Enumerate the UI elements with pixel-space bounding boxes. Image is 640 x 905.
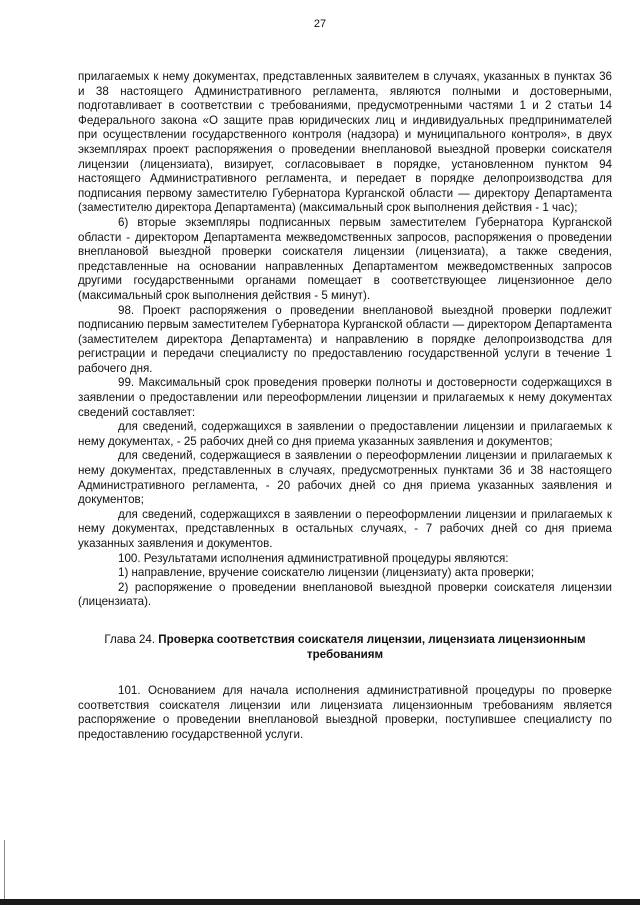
paragraph: для сведений, содержащиеся в заявлении о переоформлении лицензии и прилагаемых к нему документах, представленных в случаях, предусмотренных пунктами 36 и 38 настоящего Административного регламента, - 20 рабочих дней со дня приема указанных заявления и документов; (78, 449, 612, 507)
paragraph: 99. Максимальный срок проведения проверки полноты и достоверности содержащихся в заявлении о предоставлении или переоформлении лицензии и прилагаемых к нему документах сведений составляет: (78, 376, 612, 419)
paragraph: прилагаемых к нему документах, представленных заявителем в случаях, указанных в пунктах 36 и 38 настоящего Административного регламента, являются полными и достоверными, подготавливает в соответствии с требованиями, предусмотренными частями 1 и 2 статьи 14 Федерального закона «О защите прав юридических лиц и индивидуальных предпринимателей при осуществлении государственного контроля (надзора) и муниципального контроля», в двух экземплярах проект распоряжения о проведении внеплановой выездной проверки соискателя лицензии (лицензиата), визирует, согласовывает в порядке, установленном пунктом 94 настоящего Административного регламента, и передает в порядке делопроизводства для подписания первому заместителю Губернатора Курганской области — директору Департамента (заместителю директора Департамента) (максимальный срок выполнения действия - 1 час); (78, 70, 612, 215)
paragraphs-before (78, 70, 612, 610)
scan-edge-line (4, 840, 5, 900)
paragraph: для сведений, содержащихся в заявлении о предоставлении лицензии и прилагаемых к нему документах, - 25 рабочих дней со дня приема указанных заявления и документов; (78, 420, 612, 448)
paragraph: 100. Результатами исполнения административной процедуры являются: (118, 551, 509, 565)
paragraph: 1) направление, вручение соискателю лицензии (лицензиату) акта проверки; (118, 566, 535, 580)
page-number: 27 (313, 18, 327, 30)
paragraphs-after (78, 684, 612, 742)
paragraph: 98. Проект распоряжения о проведении внеплановой выездной проверки подлежит подписанию первым заместителем Губернатора Курганской области — директором Департамента (заместителем директора Департамента) и направлению в порядке делопроизводства для регистрации и передачи специалисту по предоставлению государственной услуги в течение 1 рабочего дня. (78, 303, 612, 375)
paragraph: для сведений, содержащихся в заявлении о переоформлении лицензии и прилагаемых к нему документах, представленных в остальных случаях, - 7 рабочих дней со дня приема указанных заявления и документов. (78, 507, 612, 550)
chapter-heading (78, 632, 612, 662)
document-body (78, 70, 612, 742)
paragraph: 2) распоряжение о проведении внеплановой выездной проверки соискателя лицензии (лицензиата). (78, 580, 612, 609)
paragraph: 101. Основанием для начала исполнения административной процедуры по проверке соответствия соискателя лицензии или лицензиата лицензионным требованиям является распоряжение о проведении внеплановой выездной проверки, поступившее специалисту по предоставлению государственной услуги. (78, 683, 612, 741)
paragraph: 6) вторые экземпляры подписанных первым заместителем Губернатора Курганской области - директором Департамента межведомственных запросов, распоряжения о проведении внеплановой выездной проверки соискателя лицензии (лицензиата), а также сведения, представленные на основании направленных Департаментом межведомственных запросов другими государственными органами помещает в соответствующее лицензионное дело (максимальный срок выполнения действия - 5 минут). (78, 215, 612, 302)
chapter-prefix: Глава 24. (104, 632, 159, 646)
scan-bottom-edge (0, 899, 640, 905)
chapter-title: Проверка соответствия соискателя лицензии, лицензиата лицензионным требованиям (158, 632, 586, 661)
